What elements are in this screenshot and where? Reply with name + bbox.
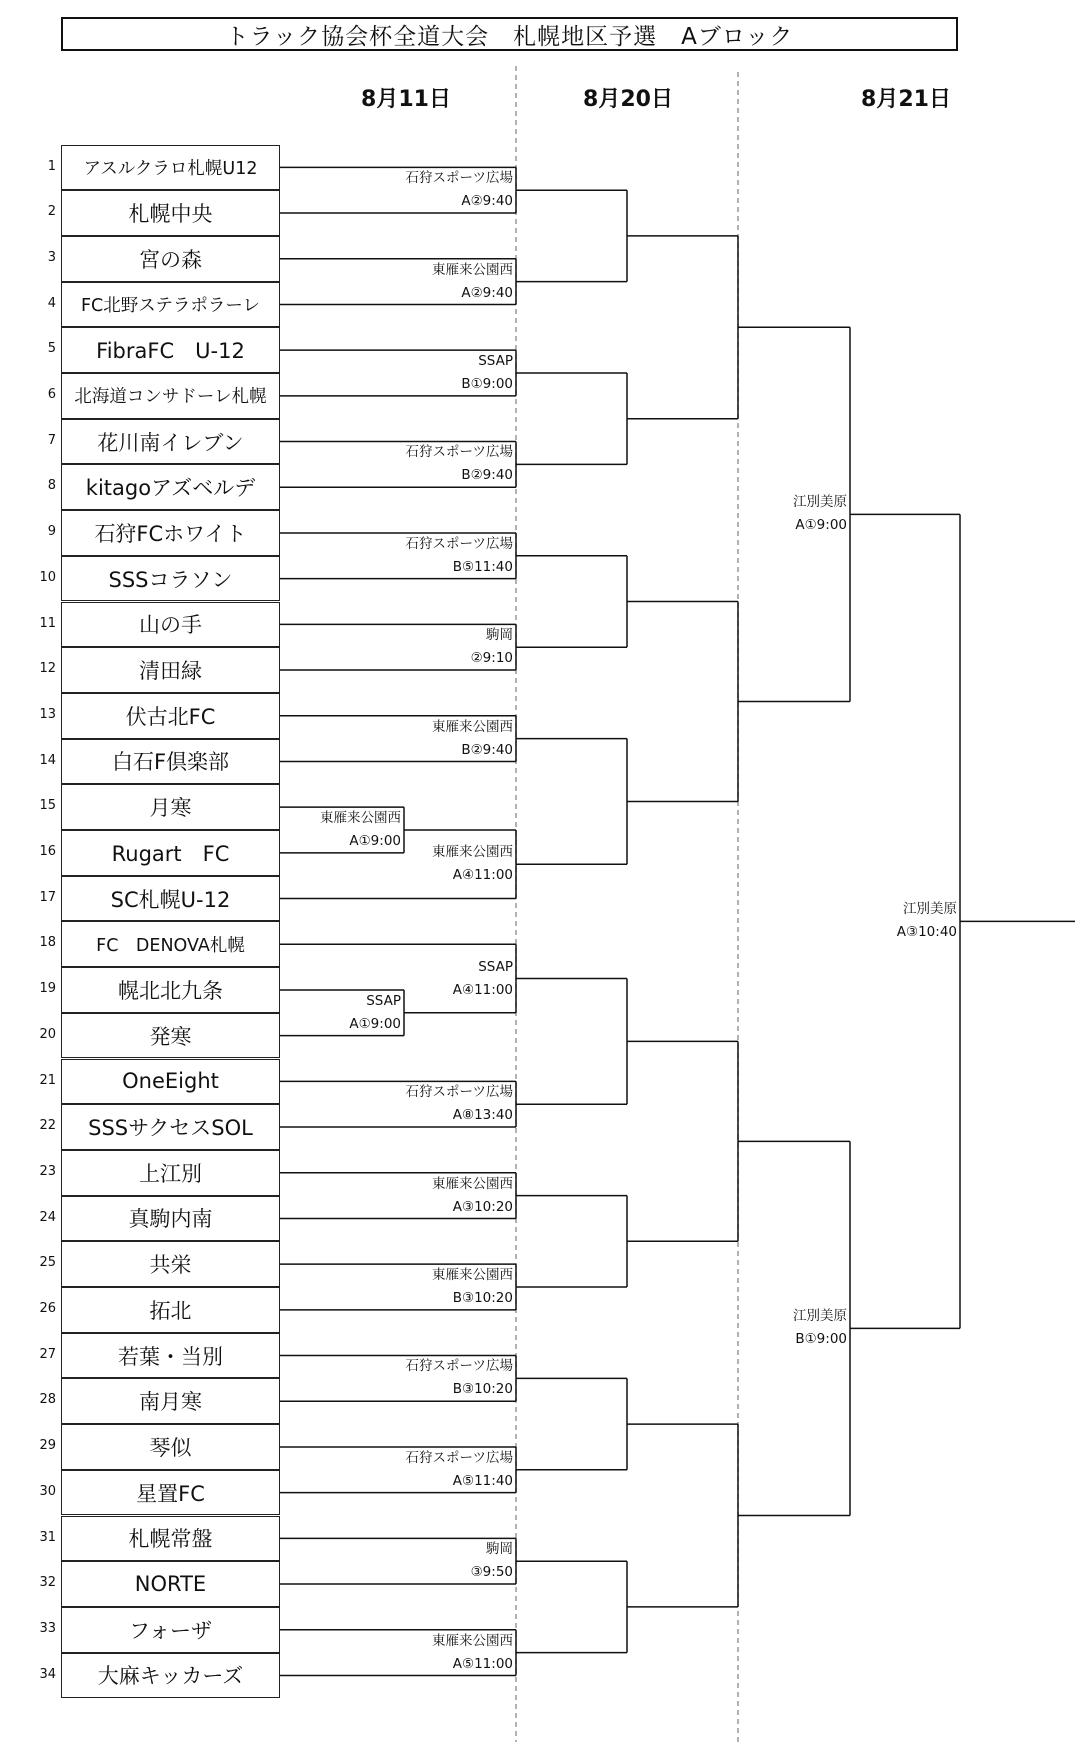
team-seed-number: 5 [47,341,56,357]
team-name: OneEight [61,1059,280,1105]
match-info [406,1355,513,1401]
match-time: B⑤11:40 [452,558,513,575]
date-round-2: 8月20日 [583,87,673,112]
match-info [793,1305,847,1351]
match-venue: 石狩スポーツ広場 [405,1084,513,1101]
match-info [349,990,401,1036]
match-time: A③10:20 [452,1198,513,1215]
match-time: A⑧13:40 [452,1107,513,1124]
team-name: FibraFC U-12 [61,327,280,373]
page-title: トラック協会杯全道大会 札幌地区予選 Aブロック [61,17,958,51]
team-seed-number: 31 [39,1529,56,1545]
match-time: ②9:10 [470,650,513,667]
match-time: A④11:00 [452,867,513,884]
team-seed-number: 1 [47,158,56,174]
match-venue: 東雁来公園西 [432,844,513,861]
match-time: A①9:00 [349,1015,401,1032]
match-venue: 石狩スポーツ広場 [405,444,513,461]
team-seed-number: 34 [39,1666,56,1682]
team-name: 上江別 [61,1150,280,1196]
match-time: B①9:00 [461,376,513,392]
match-time: A②9:40 [461,284,513,301]
team-name: FC DENOVA札幌 [61,921,280,967]
team-name: 北海道コンサドーレ札幌 [61,373,280,419]
team-seed-number: 25 [39,1255,56,1271]
match-info [793,491,847,537]
team-seed-number: 6 [47,387,56,402]
team-name: SSSコラソン [61,556,280,602]
team-name: FC北野ステラポラーレ [61,282,280,328]
match-info [406,441,513,487]
team-seed-number: 14 [39,752,56,768]
team-seed-number: 27 [39,1346,56,1362]
team-name: 若葉・当別 [61,1333,280,1379]
match-venue: 石狩スポーツ広場 [405,1358,513,1375]
match-venue: 江別美原 [903,901,957,918]
team-name: 石狩FCホワイト [61,510,280,556]
team-name: 宮の森 [61,236,280,282]
team-name: 星置FC [61,1470,280,1516]
match-venue: 石狩スポーツ広場 [405,170,513,187]
team-seed-number: 7 [47,432,56,448]
match-info [432,259,513,305]
team-name: SSSサクセスSOL [61,1104,280,1150]
team-name: NORTE [61,1561,280,1607]
match-time: A②9:40 [461,193,513,210]
match-venue: 江別美原 [793,494,847,511]
team-seed-number: 15 [39,798,56,814]
match-time: B①9:00 [795,1331,847,1348]
match-time: A①9:00 [795,517,847,534]
match-time: A①9:00 [349,833,401,849]
match-info [461,350,513,396]
match-info [432,716,513,762]
match-info [432,1173,513,1219]
team-seed-number: 13 [39,706,56,722]
team-name: 伏古北FC [61,693,280,739]
match-venue: 駒岡 [486,1541,513,1558]
team-seed-number: 11 [39,615,56,631]
team-name: 札幌中央 [61,190,280,236]
match-info [432,1264,513,1310]
team-seed-number: 19 [39,981,56,997]
team-seed-number: 23 [39,1163,56,1179]
match-info [432,1630,513,1676]
team-seed-number: 12 [39,661,56,677]
match-venue: 江別美原 [793,1308,847,1325]
match-venue: SSAP [478,958,513,975]
team-seed-number: 17 [39,889,56,905]
team-name: 発寒 [61,1013,280,1059]
team-seed-number: 28 [39,1392,56,1408]
team-seed-number: 18 [39,935,56,951]
match-time: A⑤11:00 [452,1655,513,1672]
team-name: アスルクラロ札幌U12 [61,145,280,191]
team-name: 清田緑 [61,647,280,693]
team-seed-number: 29 [39,1438,56,1454]
match-info [320,807,401,853]
match-venue: 東雁来公園西 [432,1175,513,1192]
team-name: 大麻キッカーズ [61,1653,280,1699]
match-venue: 東雁来公園西 [432,261,513,278]
match-info [406,1447,513,1493]
match-time: B③10:20 [452,1381,513,1398]
team-name: 白石F倶楽部 [61,739,280,785]
team-seed-number: 10 [39,569,56,585]
match-venue: SSAP [366,992,401,1009]
match-info [471,624,513,670]
match-venue: 石狩スポーツ広場 [405,535,513,552]
match-venue: 東雁来公園西 [320,810,401,826]
team-name: 真駒内南 [61,1196,280,1242]
team-seed-number: 16 [39,844,56,859]
team-seed-number: 9 [47,524,56,540]
match-venue: SSAP [478,353,513,369]
team-seed-number: 32 [39,1575,56,1591]
team-name: 拓北 [61,1287,280,1333]
team-name: Rugart FC [61,830,280,876]
team-name: フォーザ [61,1607,280,1653]
team-seed-number: 20 [39,1026,56,1042]
team-seed-number: 4 [47,295,56,311]
team-name: 札幌常盤 [61,1516,280,1562]
match-info [406,533,513,579]
team-seed-number: 30 [39,1483,56,1499]
team-name: 花川南イレブン [61,419,280,465]
team-seed-number: 33 [39,1620,56,1636]
match-info [406,1081,513,1127]
team-seed-number: 21 [39,1072,56,1088]
team-name: 琴似 [61,1424,280,1470]
team-name: 共栄 [61,1241,280,1287]
match-time: A④11:00 [452,981,513,998]
match-info [432,841,513,887]
match-time: A⑤11:40 [452,1472,513,1489]
team-name: kitagoアズベルデ [61,464,280,510]
match-venue: 東雁来公園西 [432,718,513,735]
match-time: B②9:40 [461,741,513,758]
team-name: 南月寒 [61,1378,280,1424]
team-name: 幌北北九条 [61,967,280,1013]
team-name: 山の手 [61,602,280,648]
team-seed-number: 24 [39,1209,56,1225]
match-venue: 石狩スポーツ広場 [405,1449,513,1466]
team-name: 月寒 [61,784,280,830]
team-name: SC札幌U-12 [61,876,280,922]
team-seed-number: 26 [39,1301,56,1316]
date-round-1: 8月11日 [361,87,451,112]
team-seed-number: 8 [47,478,56,494]
team-seed-number: 3 [47,249,56,265]
match-time: A③10:40 [896,924,957,941]
match-venue: 駒岡 [486,627,513,644]
team-seed-number: 22 [39,1118,56,1134]
match-time: B③10:20 [452,1290,513,1306]
match-info [897,898,957,944]
match-time: ③9:50 [470,1564,513,1581]
match-venue: 東雁来公園西 [432,1632,513,1649]
team-seed-number: 2 [47,204,56,220]
match-info [471,1538,513,1584]
match-venue: 東雁来公園西 [432,1267,513,1283]
date-round-3: 8月21日 [861,87,951,112]
match-info [453,956,513,1002]
match-info [406,167,513,213]
match-time: B②9:40 [461,467,513,484]
